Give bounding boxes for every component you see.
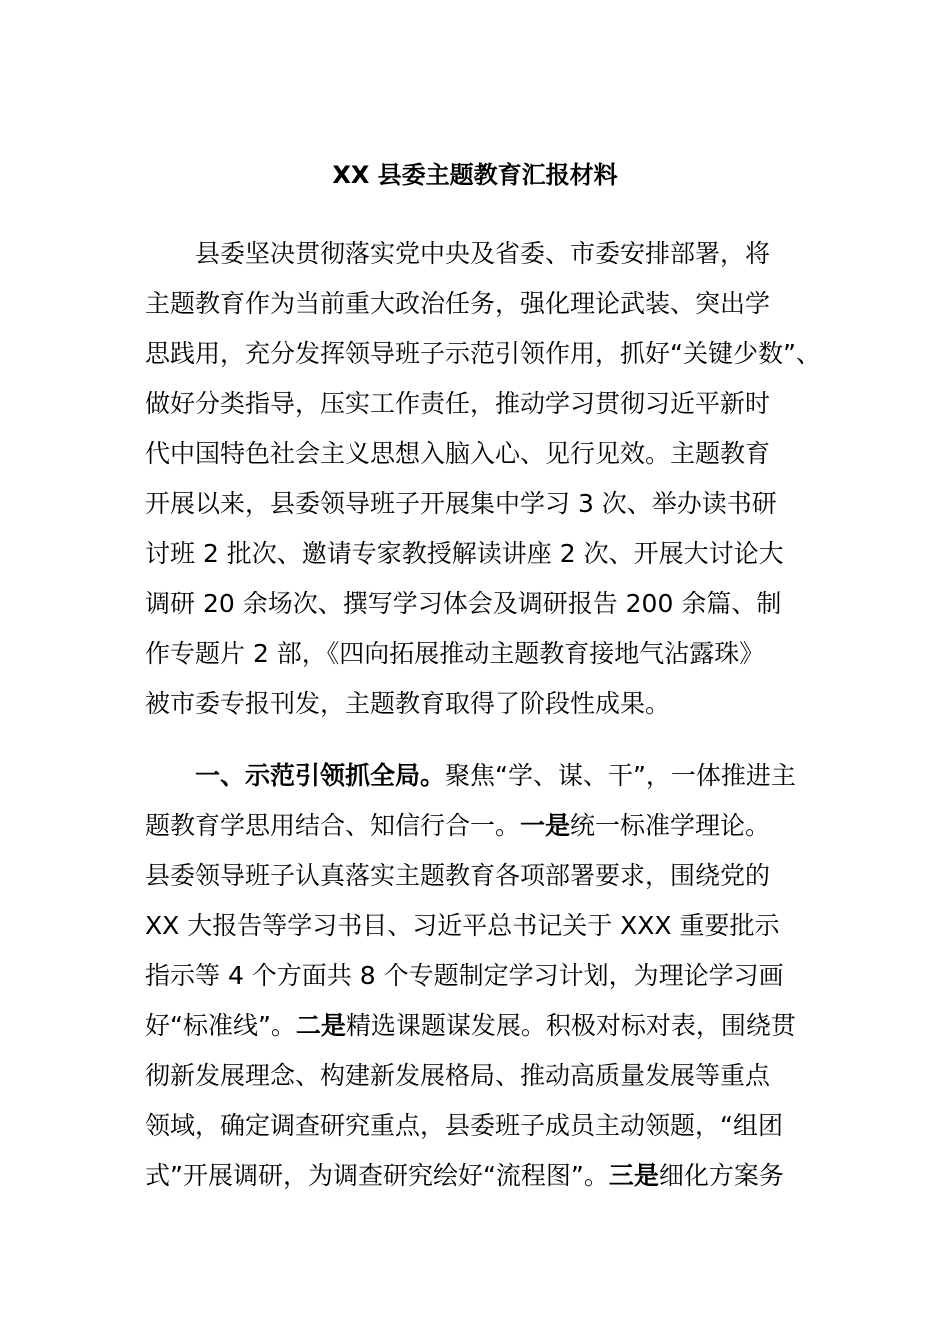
section-text: 题教育学思用结合、知信行合一。	[145, 811, 521, 840]
section-heading: 一、示范引领抓全局。	[195, 761, 446, 790]
section-line	[145, 1008, 796, 1044]
section-line	[145, 1158, 784, 1194]
section-line: 彻新发展理念、构建新发展格局、推动高质量发展等重点	[145, 1061, 771, 1090]
paragraph-line: 讨班 2 批次、邀请专家教授解读讲座 2 次、开展大讨论大	[145, 539, 784, 568]
paragraph-line: 被市委专报刊发，主题教育取得了阶段性成果。	[145, 689, 671, 718]
paragraph-line: 代中国特色社会主义思想入脑入心、见行见效。主题教育	[145, 439, 771, 468]
document-title: XX 县委主题教育汇报材料	[332, 161, 618, 189]
section-line: XX 大报告等学习书目、习近平总书记关于 XXX 重要批示	[145, 911, 780, 940]
section-line: 指示等 4 个方面共 8 个专题制定学习计划，为理论学习画	[145, 961, 784, 990]
point-label: 三是	[608, 1161, 659, 1190]
paragraph-line: 调研 20 余场次、撰写学习体会及调研报告 200 余篇、制	[145, 589, 782, 618]
section-line: 县委领导班子认真落实主题教育各项部署要求，围绕党的	[145, 861, 771, 890]
paragraph-line: 作专题片 2 部，《四向拓展推动主题教育接地气沾露珠》	[145, 639, 765, 668]
paragraph-line: 主题教育作为当前重大政治任务，强化理论武装、突出学	[145, 289, 771, 318]
paragraph-line: 县委坚决贯彻落实党中央及省委、市委安排部署，将	[195, 239, 771, 268]
section-line	[195, 758, 796, 794]
paragraph-line: 思践用，充分发挥领导班子示范引领作用，抓好“关键少数”、	[145, 339, 821, 368]
section-line: 领域，确定调查研究重点，县委班子成员主动领题，“组团	[145, 1111, 783, 1140]
section-text: 精选课题谋发展。积极对标对表，围绕贯	[345, 1011, 796, 1040]
section-text: 好“标准线”。	[145, 1011, 296, 1040]
section-text: 细化方案务	[658, 1161, 784, 1190]
section-text: 聚焦“学、谋、干”，一体推进主	[445, 761, 796, 790]
paragraph-line: 开展以来，县委领导班子开展集中学习 3 次、举办读书研	[145, 489, 777, 518]
section-line	[145, 808, 770, 844]
paragraph-line: 做好分类指导，压实工作责任，推动学习贯彻习近平新时	[145, 389, 771, 418]
section-text: 统一标准学理论。	[570, 811, 771, 840]
point-label: 一是	[520, 811, 571, 840]
section-text: 式”开展调研，为调查研究绘好“流程图”。	[145, 1161, 609, 1190]
point-label: 二是	[295, 1011, 346, 1040]
